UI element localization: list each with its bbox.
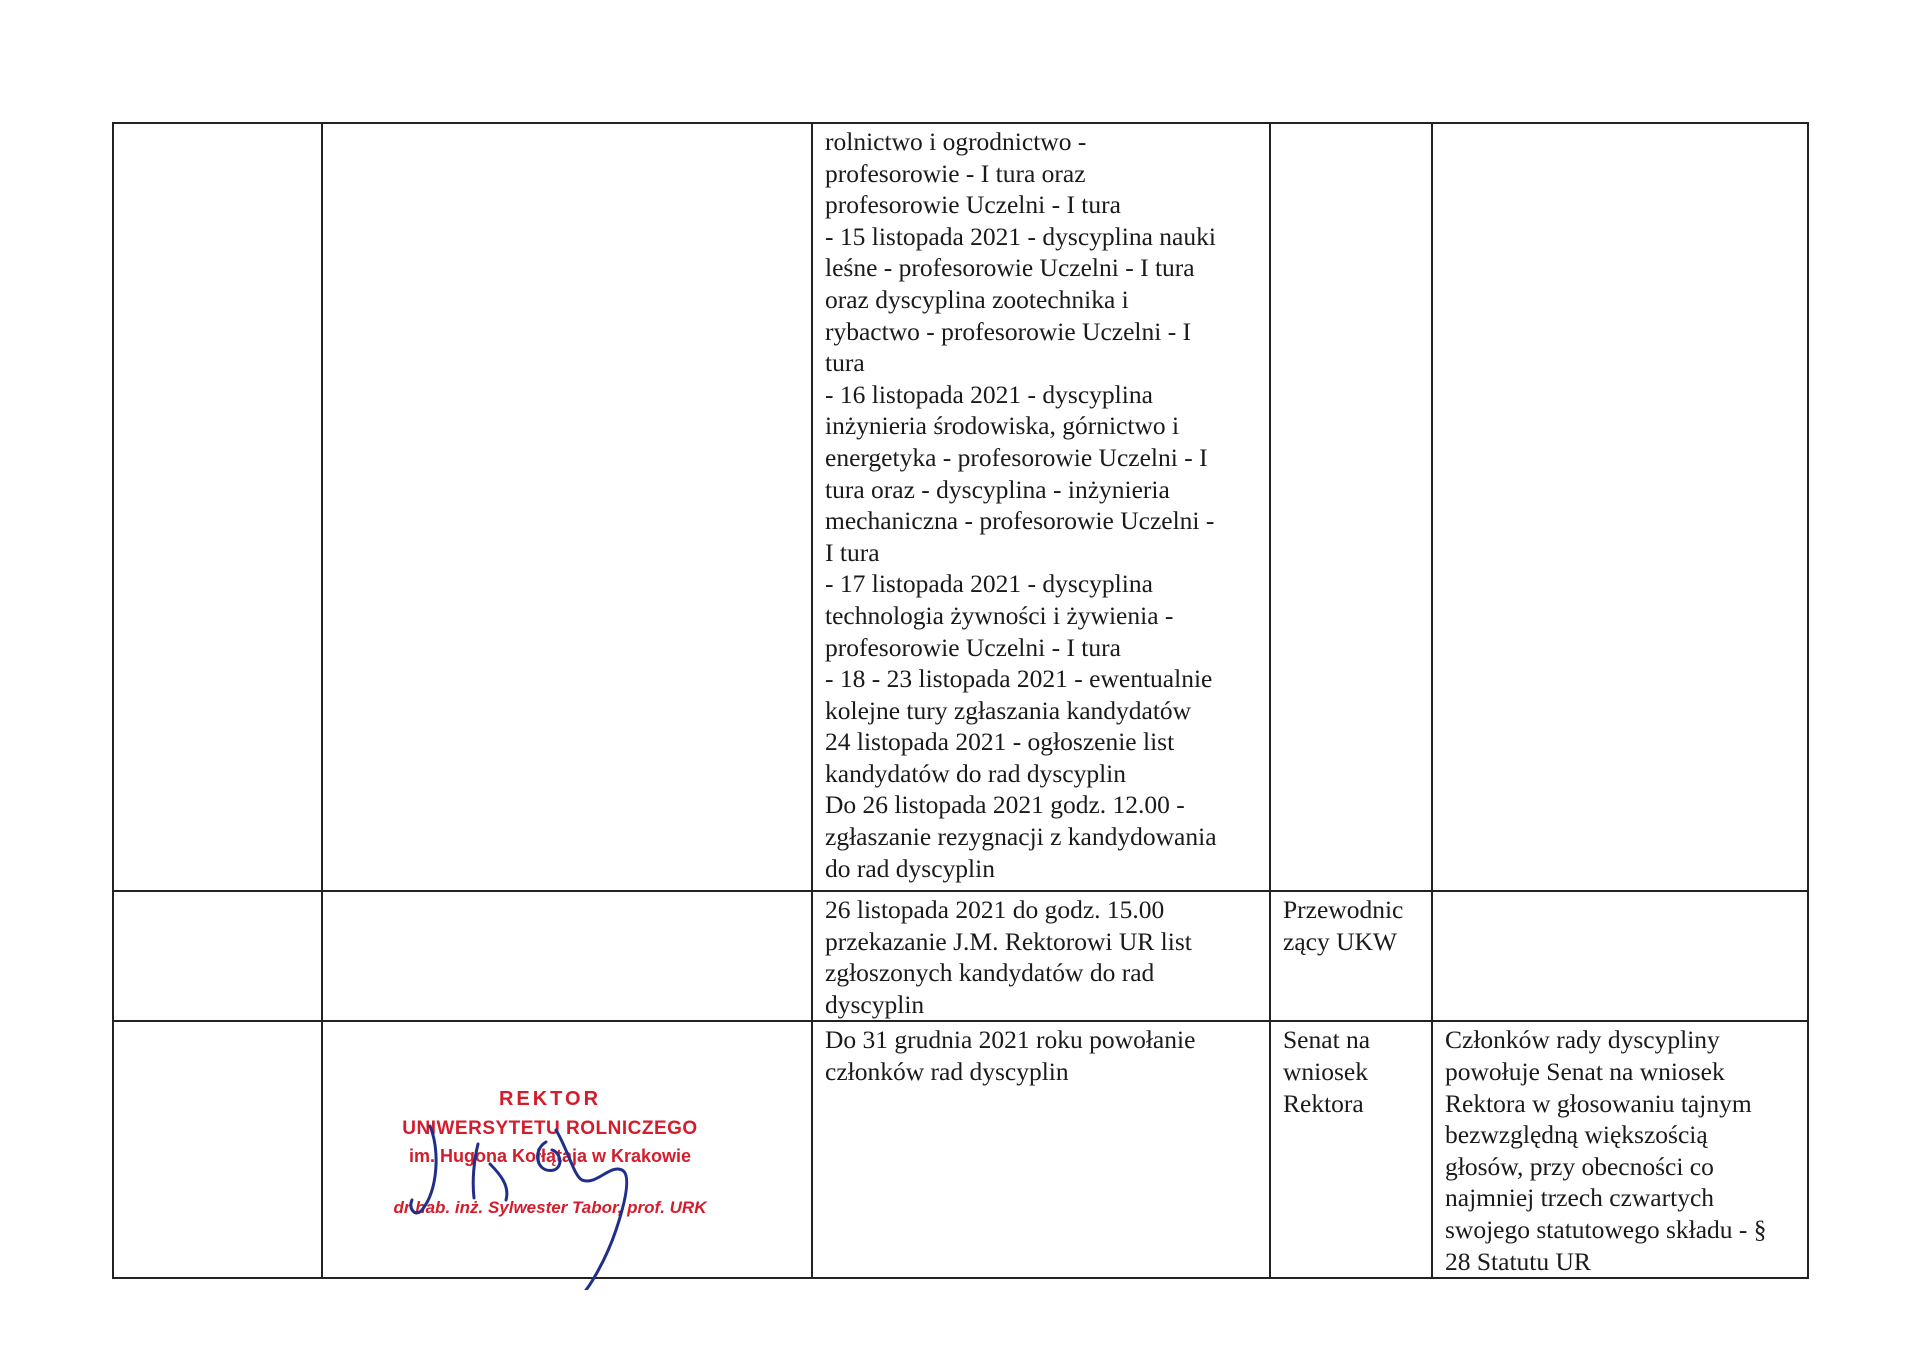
deadline-line: kandydatów do rad dyscyplin [825, 758, 1126, 788]
deadline-line: członków rad dyscyplin [825, 1056, 1069, 1086]
deadline-line: oraz dyscyplina zootechnika i [825, 284, 1129, 314]
activity-cell [322, 123, 812, 891]
deadline-line: leśne - profesorowie Uczelni - I tura [825, 253, 1195, 283]
deadline-line: technologia żywności i żywienia - [825, 600, 1174, 630]
notes-line: swojego statutowego składu - § [1445, 1214, 1767, 1244]
notes-line: Rektora w głosowaniu tajnym [1445, 1088, 1752, 1118]
deadline-line: 24 listopada 2021 - ogłoszenie list [825, 727, 1175, 757]
deadline-line: do rad dyscyplin [825, 853, 995, 883]
notes-line: Członków rady dyscypliny [1445, 1025, 1720, 1055]
deadline-line: inżynieria środowiska, górnictwo i [825, 411, 1180, 441]
deadline-line: Do 31 grudnia 2021 roku powołanie [825, 1025, 1196, 1055]
deadline-line: 26 listopada 2021 do godz. 15.00 [825, 895, 1165, 924]
deadline-line: profesorowie Uczelni - I tura [825, 632, 1121, 662]
responsible-line: Przewodnic [1283, 895, 1404, 924]
deadline-line: dyscyplin [825, 989, 925, 1019]
deadline-line: energetyka - profesorowie Uczelni - I [825, 442, 1208, 472]
notes-line: 28 Statutu UR [1445, 1246, 1591, 1276]
deadline-line: Do 26 listopada 2021 godz. 12.00 - [825, 790, 1185, 820]
deadline-line: I tura [825, 537, 880, 567]
responsible-line: Senat na [1283, 1025, 1371, 1055]
responsible-line: zący UKW [1283, 926, 1397, 956]
deadline-line: mechaniczna - profesorowie Uczelni - [825, 506, 1215, 536]
deadline-line: rybactwo - profesorowie Uczelni - I [825, 316, 1192, 346]
deadline-line: - 16 listopada 2021 - dyscyplina [825, 379, 1153, 409]
number-cell [113, 1021, 322, 1278]
deadline-line: - 15 listopada 2021 - dyscyplina nauki [825, 221, 1216, 251]
deadline-line: rolnictwo i ogrodnictwo - [825, 127, 1087, 156]
deadline-line: profesorowie Uczelni - I tura [825, 190, 1121, 220]
notes-cell [1432, 1021, 1808, 1278]
deadline-line: zgłoszonych kandydatów do rad [825, 958, 1155, 988]
responsible-line: Rektora [1283, 1088, 1364, 1118]
deadline-cell [812, 1021, 1270, 1278]
number-cell [113, 123, 322, 891]
notes-cell [1432, 891, 1808, 1021]
stamp-title: REKTOR [498, 1088, 602, 1110]
responsible-cell [1270, 1021, 1432, 1278]
deadline-line: profesorowie - I tura oraz [825, 158, 1086, 188]
number-cell [113, 891, 322, 1021]
stamp-rector-name: dr hab. inż. Sylwester Tabor, prof. URK [393, 1198, 707, 1217]
stamp-patron: im. Hugona Kołłątaja w Krakowie [408, 1146, 692, 1166]
activity-cell [322, 891, 812, 1021]
deadline-line: kolejne tury zgłaszania kandydatów [825, 695, 1192, 725]
deadline-line: tura [825, 348, 865, 378]
deadline-line: tura oraz - dyscyplina - inżynieria [825, 474, 1170, 504]
deadline-cell [812, 123, 1270, 891]
deadline-line: przekazanie J.M. Rektorowi UR list [825, 926, 1192, 956]
responsible-cell [1270, 891, 1432, 1021]
notes-cell [1432, 123, 1808, 891]
deadline-line: zgłaszanie rezygnacji z kandydowania [825, 822, 1217, 852]
table-row [113, 891, 1808, 1021]
notes-line: powołuje Senat na wniosek [1445, 1056, 1725, 1086]
deadline-line: - 17 listopada 2021 - dyscyplina [825, 569, 1153, 599]
stamp-university: UNIWERSYTETU ROLNICZEGO [402, 1118, 698, 1139]
notes-line: głosów, przy obecności co [1445, 1151, 1714, 1181]
responsible-cell [1270, 123, 1432, 891]
responsible-line: wniosek [1283, 1056, 1368, 1086]
handwritten-signature [360, 1090, 720, 1290]
deadline-line: - 18 - 23 listopada 2021 - ewentualnie [825, 664, 1213, 694]
deadline-cell [812, 891, 1270, 1021]
table-row [113, 123, 1808, 891]
notes-line: najmniej trzech czwartych [1445, 1183, 1715, 1213]
notes-line: bezwzględną większością [1445, 1120, 1708, 1150]
